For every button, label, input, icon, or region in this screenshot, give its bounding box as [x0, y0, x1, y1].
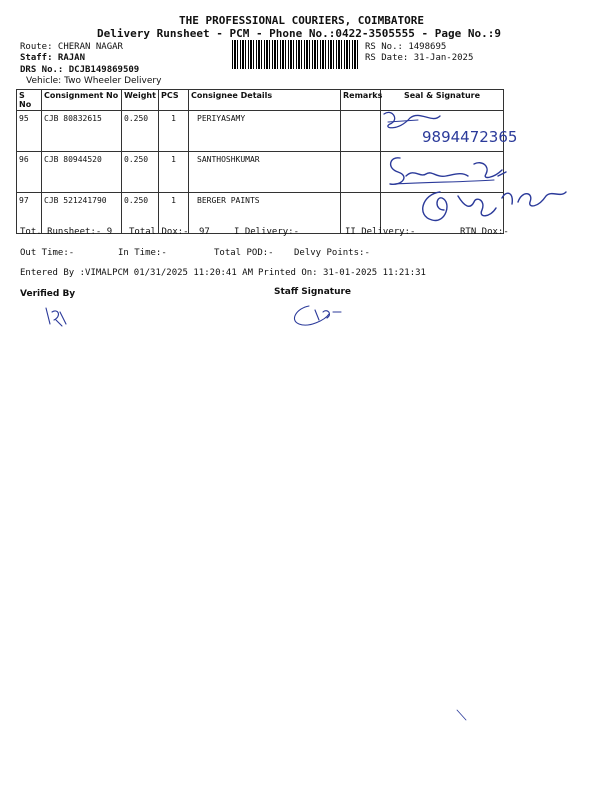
col-header-weight: Weight [122, 90, 159, 111]
entered-by: Entered By :VIMALPCM 01/31/2025 11:20:41 AM [20, 268, 253, 278]
col-header-signature: Seal & Signature [381, 90, 504, 111]
total-dox-value: 97 [199, 227, 210, 237]
printed-on: Printed On: 31-01-2025 11:21:31 [258, 268, 426, 278]
in-time: In Time:- [118, 248, 167, 258]
cell-consignee: BERGER PAINTS [189, 193, 341, 234]
handwritten-signatures [370, 106, 595, 236]
cell-consignee: PERIYASAMY [189, 111, 341, 152]
cell-sno: 97 [17, 193, 42, 234]
staff-label: Staff: RAJAN [20, 53, 86, 63]
verified-by-label: Verified By [20, 289, 76, 299]
signature-row-3 [423, 192, 566, 220]
route-label: Route: CHERAN NAGAR [20, 42, 123, 52]
cell-sno: 95 [17, 111, 42, 152]
signature-underline-2 [394, 180, 494, 184]
i-delivery: I Delivery:- [234, 227, 300, 237]
staff-signature-label: Staff Signature [274, 287, 352, 297]
cell-weight: 0.250 [122, 152, 159, 193]
tot-runsheet: Tot. Runsheet:- 9 [20, 227, 113, 237]
cell-sno: 96 [17, 152, 42, 193]
rs-number: RS No.: 1498695 [365, 42, 447, 52]
cell-weight: 0.250 [122, 193, 159, 234]
cell-pcs: 1 [159, 111, 189, 152]
delvy-points: Delvy Points:- [294, 248, 370, 258]
cell-consignment: CJB 80832615 [42, 111, 122, 152]
cell-consignee: SANTHOSHKUMAR [189, 152, 341, 193]
rs-date: RS Date: 31-Jan-2025 [365, 53, 474, 63]
out-time: Out Time:- [20, 248, 75, 258]
col-header-sno: S No [17, 90, 42, 111]
cell-consignment: CJB 80944520 [42, 152, 122, 193]
barcode-image [232, 40, 358, 69]
col-header-consignment: Consignment No [42, 90, 122, 111]
col-header-consignee: Consignee Details [189, 90, 341, 111]
total-dox-label: Total Dox:- [129, 227, 189, 237]
company-title: THE PROFESSIONAL COURIERS, COIMBATORE [179, 14, 425, 27]
col-header-remarks: Remarks [341, 90, 381, 111]
cell-consignment: CJB 521241790 [42, 193, 122, 234]
total-pod: Total POD:- [214, 248, 274, 258]
cell-pcs: 1 [159, 193, 189, 234]
col-header-pcs: PCS [159, 90, 189, 111]
cell-pcs: 1 [159, 152, 189, 193]
cell-weight: 0.250 [122, 111, 159, 152]
staff-initials-signature [285, 300, 355, 332]
vehicle-label: Vehicle: Two Wheeler Delivery [26, 76, 162, 86]
verified-initials-signature [38, 302, 78, 332]
stray-mark [455, 708, 469, 724]
drs-number: DRS No.: DCJB149869509 [20, 65, 140, 75]
rtn-dox: RTN Dox:- [460, 227, 509, 237]
runsheet-subtitle: Delivery Runsheet - PCM - Phone No.:0422-3505555 - Page No.:9 [97, 27, 501, 40]
ii-delivery: II Delivery:- [345, 227, 416, 237]
handwritten-phone: 9894472365 [422, 128, 518, 146]
signature-strike-1 [388, 120, 418, 122]
